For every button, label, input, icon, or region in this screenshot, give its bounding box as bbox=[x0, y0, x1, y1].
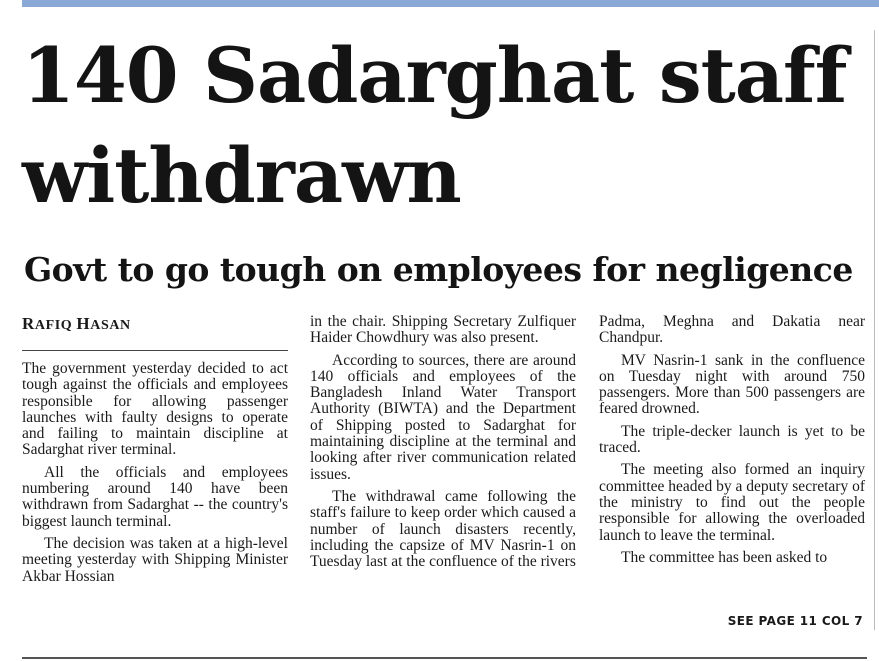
article-column-3 bbox=[599, 314, 865, 572]
byline-last-rest: ASAN bbox=[90, 318, 131, 333]
article-paragraph: The decision was taken at a high-level meeting yesterday with Shipping Minister Akbar Hossian bbox=[22, 534, 288, 585]
byline-first-initial: R bbox=[22, 314, 35, 333]
article-paragraph: The meeting also formed an inquiry committee headed by a deputy secretary of the ministry to find out the people responsible for allowing the overloaded launch to leave the terminal. bbox=[599, 461, 865, 544]
article-paragraph: The committee has been asked to bbox=[621, 548, 828, 566]
byline-last-initial: H bbox=[76, 314, 91, 333]
byline-first-rest: AFIQ bbox=[34, 318, 73, 333]
subheadline: Govt to go tough on employees for negligence bbox=[24, 250, 853, 289]
article-paragraph: in the chair. Shipping Secretary Zulfiquer Haider Chowdhury was also present. bbox=[310, 313, 576, 347]
article-paragraph: The withdrawal came following the staff's failure to keep order which caused a number of launch disasters recently, including the capsize of MV Nasrin-1 on Tuesday last at the confluence of the rivers bbox=[310, 487, 576, 571]
top-color-rule bbox=[22, 0, 879, 7]
jump-line: SEE PAGE 11 COL 7 bbox=[727, 614, 863, 628]
byline bbox=[22, 314, 288, 351]
bottom-rule bbox=[22, 657, 867, 659]
article-paragraph: The government yesterday decided to act tough against the officials and employees responsible for allowing passenger launches with faulty designs to operate and failing to maintain discipline at Sadarghat river terminal. bbox=[22, 360, 288, 459]
article-column-1 bbox=[22, 314, 288, 591]
headline: 140 Sadarghat staff withdrawn bbox=[22, 31, 847, 220]
page-edge-rule bbox=[874, 30, 875, 630]
article-paragraph: MV Nasrin-1 sank in the confluence on Tuesday night with around 750 passengers. More than 500 passengers are feared drowned. bbox=[599, 351, 865, 418]
article-paragraph: Padma, Meghna and Dakatia near Chandpur. bbox=[599, 313, 865, 347]
article-paragraph: According to sources, there are around 140 officials and employees of the Bangladesh Inland Water Transport Authority (BIWTA) and the Department of Shipping posted to Sadarghat for maintaining discipline at the terminal and looking after river communication related issues. bbox=[310, 351, 576, 483]
article-column-2 bbox=[310, 314, 576, 576]
article-paragraph: All the officials and employees numbering around 140 have been withdrawn from Sadarghat -- the country's biggest launch terminal. bbox=[22, 463, 288, 530]
article-paragraph: The triple-decker launch is yet to be traced. bbox=[599, 422, 865, 457]
